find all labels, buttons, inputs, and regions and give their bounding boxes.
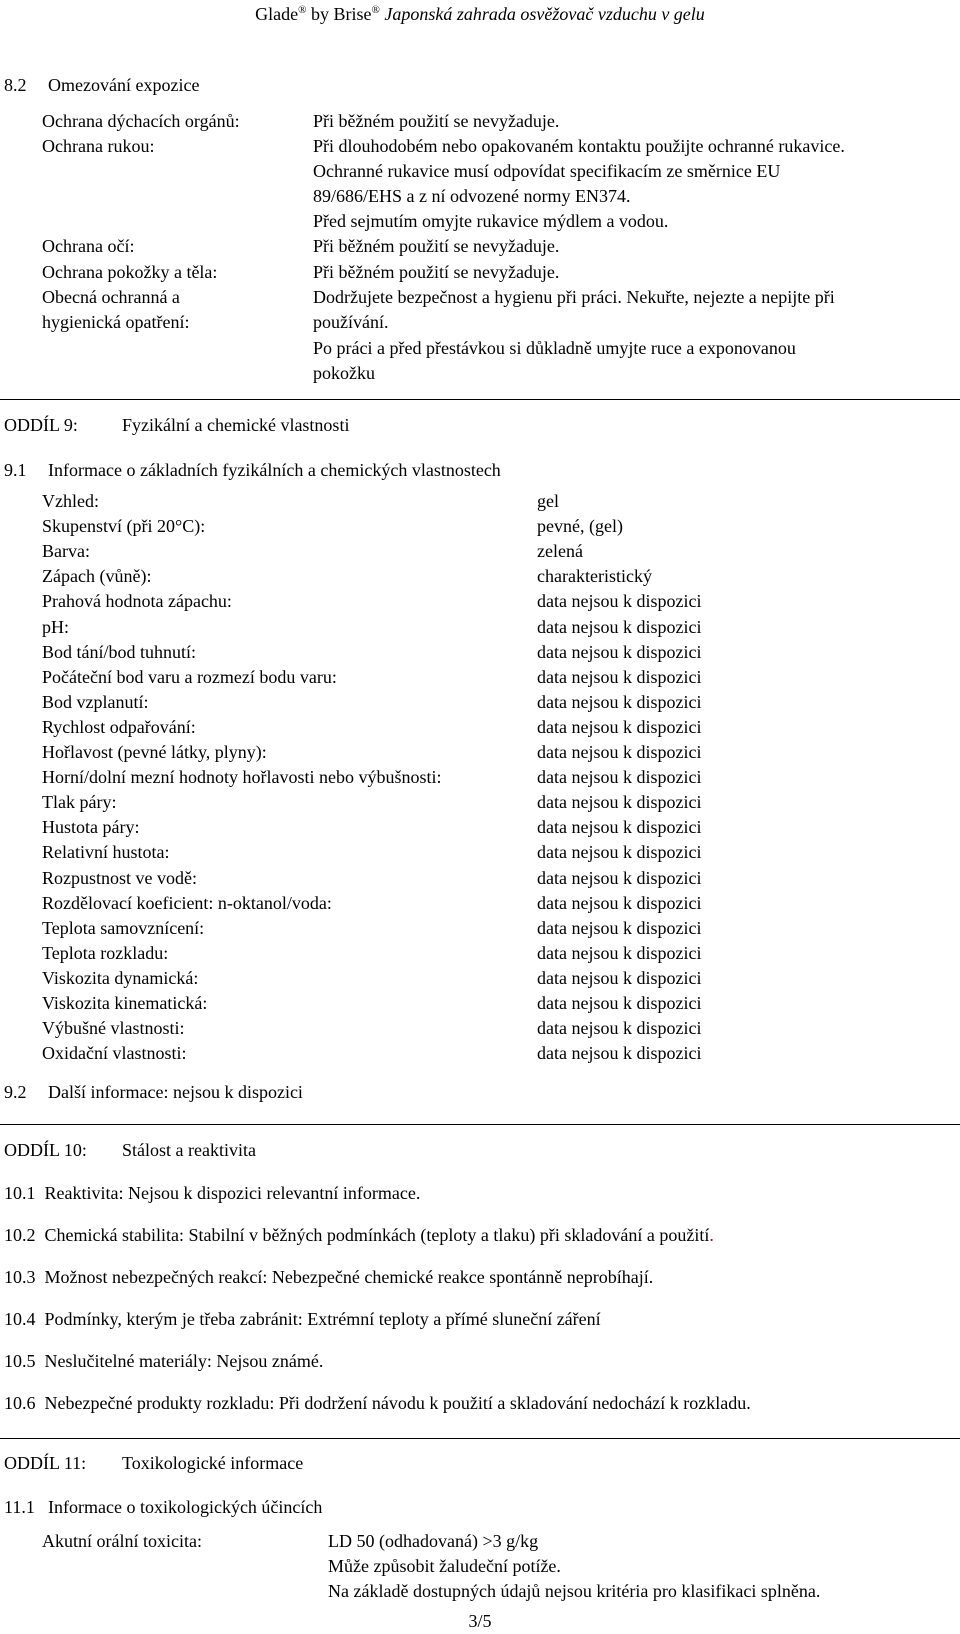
section-11-title: Toxikologické informace	[122, 1453, 304, 1473]
item-10-6-text: Nebezpečné produkty rozkladu: Při dodržení návodu k použití a skladování nedochází k rozkladu.	[44, 1393, 751, 1413]
section-divider-11	[0, 1438, 960, 1439]
item-10-4-number: 10.4	[4, 1309, 36, 1329]
header-brand-mid: by Brise	[306, 4, 372, 24]
section-8-2-title: Omezování expozice	[48, 75, 200, 95]
property-label: Rozdělovací koeficient: n-oktanol/voda:	[42, 893, 332, 913]
property-value: data nejsou k dispozici	[537, 842, 702, 862]
property-value: data nejsou k dispozici	[537, 968, 702, 988]
general-value-2: používání.	[313, 312, 389, 332]
item-10-5	[4, 1349, 323, 1374]
property-label: Relativní hustota:	[42, 842, 170, 862]
property-value: data nejsou k dispozici	[537, 868, 702, 888]
property-value: gel	[537, 491, 559, 511]
property-value: data nejsou k dispozici	[537, 617, 702, 637]
property-value: data nejsou k dispozici	[537, 717, 702, 737]
registered-mark: ®	[298, 4, 307, 16]
property-label: Počáteční bod varu a rozmezí bodu varu:	[42, 667, 337, 687]
property-label: Oxidační vlastnosti:	[42, 1043, 187, 1063]
item-10-3-number: 10.3	[4, 1267, 36, 1287]
property-label: pH:	[42, 617, 69, 637]
header-brand: Glade	[255, 4, 299, 24]
breathing-label: Ochrana dýchacích orgánů:	[42, 111, 240, 131]
property-label: Prahová hodnota zápachu:	[42, 591, 232, 611]
hands-label: Ochrana rukou:	[42, 136, 155, 156]
item-10-2-text: Chemická stabilita: Stabilní v běžných podmínkách (teploty a tlaku) při skladování a použití	[44, 1225, 710, 1245]
property-value: data nejsou k dispozici	[537, 742, 702, 762]
eyes-label: Ochrana očí:	[42, 236, 135, 256]
oral-toxicity-value-2: Může způsobit žaludeční potíže.	[328, 1556, 561, 1576]
property-value: data nejsou k dispozici	[537, 918, 702, 938]
item-10-3	[4, 1265, 653, 1290]
general-value-1: Dodržujete bezpečnost a hygienu při práci. Nekuřte, nejezte a nepijte při	[313, 287, 835, 307]
property-label: Výbušné vlastnosti:	[42, 1018, 185, 1038]
property-label: Hustota páry:	[42, 817, 140, 837]
property-label: Skupenství (při 20°C):	[42, 516, 206, 536]
item-10-2	[4, 1223, 714, 1248]
general-label-2: hygienická opatření:	[42, 312, 190, 332]
property-value: data nejsou k dispozici	[537, 943, 702, 963]
section-10-title: Stálost a reaktivita	[122, 1140, 256, 1160]
item-10-4	[4, 1307, 601, 1332]
general-value-3: Po práci a před přestávkou si důkladně umyjte ruce a exponovanou	[313, 338, 796, 358]
property-value: data nejsou k dispozici	[537, 893, 702, 913]
item-10-6-number: 10.6	[4, 1393, 36, 1413]
property-value: data nejsou k dispozici	[537, 1043, 702, 1063]
property-value: data nejsou k dispozici	[537, 591, 702, 611]
skin-label: Ochrana pokožky a těla:	[42, 262, 218, 282]
property-label: Bod tání/bod tuhnutí:	[42, 642, 197, 662]
registered-mark-2: ®	[371, 4, 380, 16]
section-9-number: ODDÍL 9:	[4, 415, 78, 435]
item-10-2-number: 10.2	[4, 1225, 36, 1245]
oral-toxicity-value-3: Na základě dostupných údajů nejsou kritéria pro klasifikaci splněna.	[328, 1581, 821, 1601]
general-value-4: pokožku	[313, 363, 375, 383]
property-label: Viskozita dynamická:	[42, 968, 199, 988]
item-10-5-text: Neslučitelné materiály: Nejsou známé.	[44, 1351, 324, 1371]
oral-toxicity-value-1: LD 50 (odhadovaná) >3 g/kg	[328, 1531, 539, 1551]
property-label: Tlak páry:	[42, 792, 117, 812]
property-value: pevné, (gel)	[537, 516, 623, 536]
page-header	[0, 2, 960, 27]
skin-value: Při běžném použití se nevyžaduje.	[313, 262, 560, 282]
item-10-1-number: 10.1	[4, 1183, 36, 1203]
property-label: Hořlavost (pevné látky, plyny):	[42, 742, 267, 762]
property-label: Teplota samovznícení:	[42, 918, 205, 938]
item-10-5-number: 10.5	[4, 1351, 36, 1371]
section-8-2-number: 8.2	[4, 75, 27, 95]
oral-toxicity-label: Akutní orální toxicita:	[42, 1531, 202, 1551]
hands-value-3: 89/686/EHS a z ní odvozené normy EN374.	[313, 186, 631, 206]
property-label: Zápach (vůně):	[42, 566, 152, 586]
property-value: data nejsou k dispozici	[537, 667, 702, 687]
property-label: Rychlost odpařování:	[42, 717, 196, 737]
property-value: data nejsou k dispozici	[537, 642, 702, 662]
section-11-number: ODDÍL 11:	[4, 1453, 87, 1473]
property-label: Bod vzplanutí:	[42, 692, 149, 712]
property-label: Teplota rozkladu:	[42, 943, 169, 963]
property-label: Rozpustnost ve vodě:	[42, 868, 197, 888]
property-value: charakteristický	[537, 566, 652, 586]
property-value: data nejsou k dispozici	[537, 692, 702, 712]
sub-9-1-title: Informace o základních fyzikálních a chemických vlastnostech	[48, 460, 501, 480]
eyes-value: Při běžném použití se nevyžaduje.	[313, 236, 560, 256]
item-10-2-tail: .	[709, 1225, 714, 1245]
property-value: zelená	[537, 541, 583, 561]
page-number: 3/5	[468, 1611, 492, 1631]
property-value: data nejsou k dispozici	[537, 817, 702, 837]
property-value: data nejsou k dispozici	[537, 767, 702, 787]
property-label: Horní/dolní mezní hodnoty hořlavosti nebo výbušnosti:	[42, 767, 442, 787]
item-10-6	[4, 1391, 751, 1416]
sub-9-2-text: Další informace: nejsou k dispozici	[48, 1082, 303, 1102]
item-10-1	[4, 1181, 420, 1206]
section-9-title: Fyzikální a chemické vlastnosti	[122, 415, 350, 435]
general-label-1: Obecná ochranná a	[42, 287, 180, 307]
sub-9-1-number: 9.1	[4, 460, 27, 480]
sub-11-1-title: Informace o toxikologických účincích	[48, 1497, 323, 1517]
sub-11-1-number: 11.1	[4, 1497, 35, 1517]
sub-9-2-number: 9.2	[4, 1082, 27, 1102]
hands-value-2: Ochranné rukavice musí odpovídat specifikacím ze směrnice EU	[313, 161, 781, 181]
property-label: Viskozita kinematická:	[42, 993, 208, 1013]
header-product: Japonská zahrada osvěžovač vzduchu v gelu	[379, 4, 705, 24]
section-divider-9	[0, 399, 960, 400]
property-label: Vzhled:	[42, 491, 99, 511]
breathing-value: Při běžném použití se nevyžaduje.	[313, 111, 560, 131]
hands-value-4: Před sejmutím omyjte rukavice mýdlem a vodou.	[313, 211, 669, 231]
hands-value-1: Při dlouhodobém nebo opakovaném kontaktu použijte ochranné rukavice.	[313, 136, 845, 156]
section-divider-10	[0, 1124, 960, 1125]
section-10-number: ODDÍL 10:	[4, 1140, 87, 1160]
property-value: data nejsou k dispozici	[537, 792, 702, 812]
item-10-4-text: Podmínky, kterým je třeba zabránit: Extrémní teploty a přímé sluneční záření	[44, 1309, 601, 1329]
item-10-3-text: Možnost nebezpečných reakcí: Nebezpečné chemické reakce spontánně neprobíhají.	[44, 1267, 654, 1287]
item-10-1-text: Reaktivita: Nejsou k dispozici relevantní informace.	[44, 1183, 421, 1203]
property-value: data nejsou k dispozici	[537, 1018, 702, 1038]
property-value: data nejsou k dispozici	[537, 993, 702, 1013]
property-label: Barva:	[42, 541, 90, 561]
